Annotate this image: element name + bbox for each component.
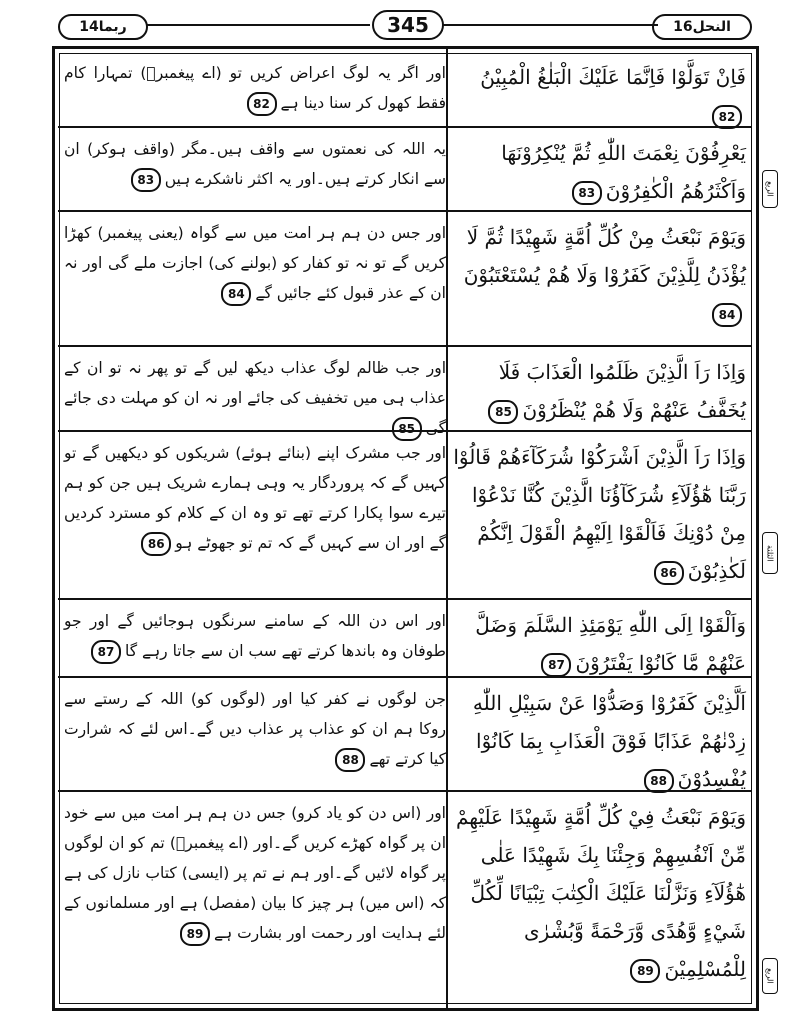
verse-number-badge: 86 xyxy=(654,561,684,585)
verse-number-badge: 85 xyxy=(392,417,422,441)
urdu-translation xyxy=(64,52,446,126)
arabic-text: فَاِنْ تَوَلَّوْا فَاِنَّمَا عَلَيْكَ الْبَلٰغُ الْمُبِيْنُ xyxy=(480,65,746,89)
verse-number-badge: 89 xyxy=(630,959,660,983)
page-number: 345 xyxy=(372,10,444,40)
urdu-translation xyxy=(64,432,446,598)
urdu-text: اور اگر یہ لوگ اعراض کریں تو (اے پیغمبرؐ) تمہارا کام فقط کھول کر سنا دینا ہے xyxy=(64,64,446,112)
arabic-text: وَاِذَا رَاَ الَّذِيْنَ ظَلَمُوا الْعَذَابَ فَلَا يُخَفَّفُ عَنْهُمْ وَلَا هُمْ يُنْظَرُوْنَ xyxy=(498,360,746,422)
verse-number-badge: 87 xyxy=(541,653,571,677)
arabic-verse xyxy=(452,212,746,345)
verse-number-badge: 85 xyxy=(488,400,518,424)
verse-number-badge: 88 xyxy=(644,769,674,793)
urdu-translation xyxy=(64,792,446,1004)
urdu-text: یہ اللہ کی نعمتوں سے واقف ہیں۔مگر (واقف ہوکر) ان سے انکار کرتے ہیں۔اور یہ اکثر ناشکرے ہیں xyxy=(64,140,446,188)
verse-number-badge: 83 xyxy=(572,181,602,205)
verse-number-badge: 84 xyxy=(712,303,742,327)
verse-row xyxy=(58,128,752,210)
verse-number-badge: 82 xyxy=(712,105,742,129)
verse-row xyxy=(58,432,752,598)
urdu-text: اور جب مشرک اپنے (بنائے ہوئے) شریکوں کو دیکھیں گے تو کہیں گے کہ پروردگار یہ وہی ہمارے شریک ہیں جن کو ہم تیرے سوا پکارا کرتے تھے تو وہ ان کے کلام کو مسترد کردیں گے اور ان سے کہیں گے کہ تم تو جھوٹے ہو xyxy=(64,444,446,552)
verse-row xyxy=(58,347,752,437)
arabic-verse xyxy=(452,432,746,598)
verse-row xyxy=(58,792,752,1004)
urdu-text: جن لوگوں نے کفر کیا اور (لوگوں کو) اللہ کے رستے سے روکا ہم ان کو عذاب پر عذاب دیں گے۔اس لئے کہ شرارت کیا کرتے تھے xyxy=(64,690,446,768)
side-marker-thuluth: الثلثة xyxy=(762,532,778,574)
header-rule-left xyxy=(146,24,370,26)
verse-number-badge: 82 xyxy=(247,92,277,116)
arabic-text: وَيَوْمَ نَبْعَثُ مِنْ كُلِّ اُمَّةٍ شَهِيْدًا ثُمَّ لَا يُؤْذَنُ لِلَّذِيْنَ كَفَرُوْا وَلَا هُمْ يُسْتَعْتَبُوْنَ xyxy=(463,225,746,287)
verse-number-badge: 83 xyxy=(131,168,161,192)
verse-number-badge: 89 xyxy=(180,922,210,946)
verse-row xyxy=(58,52,752,126)
arabic-verse xyxy=(452,128,746,210)
arabic-text: وَيَوْمَ نَبْعَثُ فِيْ كُلِّ اُمَّةٍ شَهِيْدًا عَلَيْهِمْ مِّنْ اَنْفُسِهِمْ وَجِئْنَا بِكَ شَهِيْدًا عَلٰى هٰٓؤُلَآءِ وَنَزَّلْنَا عَلَيْكَ الْكِتٰبَ تِبْيَانًا لِّكُلِّ شَيْءٍ وَّهُدًى وَّرَحْمَةً وَّبُشْرٰى لِلْمُسْلِمِيْنَ xyxy=(455,805,746,981)
urdu-translation xyxy=(64,678,446,790)
arabic-text: وَاِذَا رَاَ الَّذِيْنَ اَشْرَكُوْا شُرَكَآءَهُمْ قَالُوْا رَبَّنَا هٰٓؤُلَآءِ شُرَكَآؤُنَا الَّذِيْنَ كُنَّا نَدْعُوْا مِنْ دُوْنِكَ فَاَلْقَوْا اِلَيْهِمُ الْقَوْلَ اِنَّكُمْ لَكٰذِبُوْنَ xyxy=(453,445,746,583)
side-marker-rub-2: الربع xyxy=(762,958,778,994)
arabic-verse xyxy=(452,347,746,430)
verse-number-badge: 86 xyxy=(141,532,171,556)
verse-row xyxy=(58,678,752,790)
side-marker-rub: الربع xyxy=(762,170,778,208)
urdu-text: اور جب ظالم لوگ عذاب دیکھ لیں گے تو پھر نہ تو ان کے عذاب ہی میں تخفیف کی جائے اور نہ ان کو مہلت دی جائے گی xyxy=(64,359,446,437)
urdu-translation xyxy=(64,128,446,210)
verse-row xyxy=(58,600,752,676)
verse-number-badge: 88 xyxy=(335,748,365,772)
surah-label: النحل16 xyxy=(652,14,752,40)
urdu-translation xyxy=(64,600,446,676)
arabic-verse xyxy=(452,792,746,1004)
verse-row xyxy=(58,212,752,345)
urdu-translation xyxy=(64,212,446,345)
page-header xyxy=(52,6,758,44)
para-label: ربما14 xyxy=(58,14,148,40)
arabic-text: يَعْرِفُوْنَ نِعْمَتَ اللّٰهِ ثُمَّ يُنْكِرُوْنَهَا وَاَكْثَرُهُمُ الْكٰفِرُوْنَ xyxy=(501,141,746,203)
arabic-text: وَاَلْقَوْا اِلَى اللّٰهِ يَوْمَئِذِ السَّلَمَ وَضَلَّ عَنْهُمْ مَّا كَانُوْا يَفْتَرُوْنَ xyxy=(475,613,746,675)
urdu-text: اور جس دن ہم ہر امت میں سے گواہ (یعنی پیغمبر) کھڑا کریں گے تو نہ تو کفار کو (بولنے کی) اجازت ملے گی اور نہ ان کے عذر قبول کئے جائیں گے xyxy=(64,224,446,302)
urdu-translation xyxy=(64,347,446,437)
urdu-text: اور (اس دن کو یاد کرو) جس دن ہم ہر امت میں سے خود ان پر گواہ کھڑے کریں گے۔اور (اے پیغمبرؐ) تم کو ان لوگوں پر گواہ لائیں گے۔اور ہم نے تم پر (ایسی) کتاب نازل کی ہے کہ (اس میں) ہر چیز کا بیان (مفصل) ہے اور مسلمانوں کے لئے ہدایت اور رحمت اور بشارت ہے xyxy=(64,804,446,942)
header-rule-right xyxy=(442,24,658,26)
arabic-text: اَلَّذِيْنَ كَفَرُوْا وَصَدُّوْا عَنْ سَبِيْلِ اللّٰهِ زِدْنٰهُمْ عَذَابًا فَوْقَ الْعَذَابِ بِمَا كَانُوْا يُفْسِدُوْنَ xyxy=(472,691,746,791)
arabic-verse xyxy=(452,600,746,676)
urdu-text: اور اس دن اللہ کے سامنے سرنگوں ہوجائیں گے اور جو طوفان وہ باندھا کرتے تھے سب ان سے جاتا رہے گا xyxy=(64,612,446,660)
verse-number-badge: 87 xyxy=(91,640,121,664)
verse-number-badge: 84 xyxy=(221,282,251,306)
arabic-verse xyxy=(452,52,746,126)
arabic-verse xyxy=(452,678,746,790)
